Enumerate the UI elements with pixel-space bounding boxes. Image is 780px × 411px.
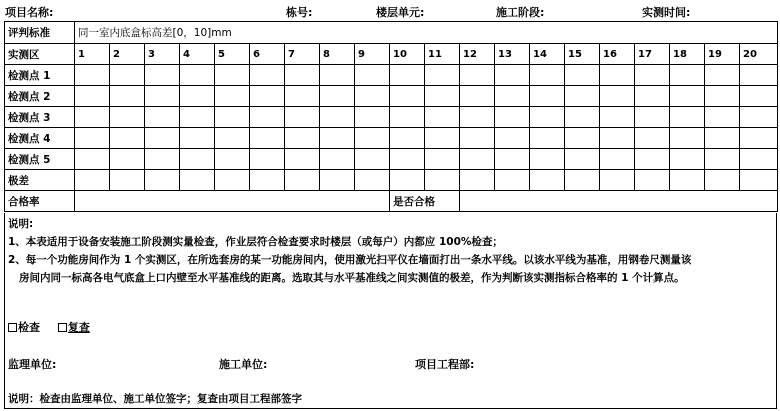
value-cell[interactable]: [530, 65, 565, 86]
building-label: 栋号:: [286, 6, 313, 19]
value-cell[interactable]: [250, 128, 285, 149]
point-label: 检测点 2: [5, 86, 75, 107]
pass-rate-label: 合格率: [5, 191, 75, 212]
value-cell[interactable]: [705, 149, 740, 170]
value-cell[interactable]: [110, 170, 145, 191]
value-cell[interactable]: [460, 65, 495, 86]
value-cell[interactable]: [250, 170, 285, 191]
value-cell[interactable]: [355, 170, 390, 191]
point-label: 检测点 5: [5, 149, 75, 170]
value-cell[interactable]: [530, 149, 565, 170]
value-cell[interactable]: [635, 170, 670, 191]
recheck-label: 复查: [67, 321, 90, 334]
value-cell[interactable]: [495, 170, 530, 191]
date-label: 实测时间:: [642, 6, 691, 19]
value-cell[interactable]: [110, 65, 145, 86]
value-cell[interactable]: [740, 86, 778, 107]
value-cell[interactable]: [635, 65, 670, 86]
range-row: [5, 170, 778, 191]
point-row: [5, 128, 778, 149]
value-cell[interactable]: [390, 86, 425, 107]
zone-number: 6: [250, 44, 285, 65]
value-cell[interactable]: [75, 170, 110, 191]
value-cell[interactable]: [460, 107, 495, 128]
value-cell[interactable]: [75, 107, 110, 128]
value-cell[interactable]: [705, 107, 740, 128]
value-cell[interactable]: [565, 107, 600, 128]
value-cell[interactable]: [530, 170, 565, 191]
value-cell[interactable]: [495, 149, 530, 170]
value-cell[interactable]: [600, 107, 635, 128]
value-cell[interactable]: [320, 149, 355, 170]
pass-rate-row: [5, 191, 778, 212]
value-cell[interactable]: [320, 107, 355, 128]
zone-number: 13: [495, 44, 530, 65]
zone-row: [5, 44, 778, 65]
zone-number: 18: [670, 44, 705, 65]
zone-number: 14: [530, 44, 565, 65]
value-cell[interactable]: [635, 86, 670, 107]
value-cell[interactable]: [215, 149, 250, 170]
value-cell[interactable]: [390, 149, 425, 170]
value-cell[interactable]: [390, 107, 425, 128]
value-cell[interactable]: [530, 107, 565, 128]
zone-number: 1: [75, 44, 110, 65]
engineer-label: 项目工程部:: [415, 358, 475, 371]
value-cell[interactable]: [495, 86, 530, 107]
value-cell[interactable]: [75, 128, 110, 149]
value-cell[interactable]: [285, 128, 320, 149]
checkbox-icon[interactable]: [8, 323, 17, 332]
value-cell[interactable]: [145, 170, 180, 191]
checkbox-icon[interactable]: [58, 323, 67, 332]
recheck-option[interactable]: [58, 321, 90, 334]
point-label: 检测点 4: [5, 128, 75, 149]
zone-number: 5: [215, 44, 250, 65]
value-cell[interactable]: [390, 170, 425, 191]
zone-number: 10: [390, 44, 425, 65]
point-row: [5, 149, 778, 170]
standard-row: [5, 22, 778, 44]
value-cell[interactable]: [110, 128, 145, 149]
value-cell[interactable]: [425, 128, 460, 149]
value-cell[interactable]: [355, 149, 390, 170]
point-row: [5, 65, 778, 86]
value-cell[interactable]: [495, 65, 530, 86]
zone-number: 3: [145, 44, 180, 65]
standard-label: 评判标准: [5, 22, 75, 44]
value-cell[interactable]: [705, 86, 740, 107]
value-cell[interactable]: [320, 170, 355, 191]
value-cell[interactable]: [110, 86, 145, 107]
zone-number: 11: [425, 44, 460, 65]
value-cell[interactable]: [495, 128, 530, 149]
check-options: [8, 319, 104, 335]
point-label: 检测点 1: [5, 65, 75, 86]
value-cell[interactable]: [180, 170, 215, 191]
zone-number: 2: [110, 44, 145, 65]
value-cell[interactable]: [180, 86, 215, 107]
value-cell[interactable]: [460, 86, 495, 107]
notes-title: 说明:: [8, 218, 34, 230]
zone-number: 8: [320, 44, 355, 65]
value-cell[interactable]: [320, 128, 355, 149]
contractor-label: 施工单位:: [219, 358, 268, 371]
zone-number: 15: [565, 44, 600, 65]
floor-unit-label: 楼层单元:: [376, 6, 425, 19]
value-cell[interactable]: [215, 107, 250, 128]
value-cell[interactable]: [670, 107, 705, 128]
value-cell[interactable]: [530, 86, 565, 107]
point-label: 检测点 3: [5, 107, 75, 128]
value-cell[interactable]: [215, 128, 250, 149]
value-cell[interactable]: [495, 107, 530, 128]
value-cell[interactable]: [600, 149, 635, 170]
value-cell[interactable]: [145, 128, 180, 149]
value-cell[interactable]: [180, 128, 215, 149]
value-cell[interactable]: [250, 65, 285, 86]
value-cell[interactable]: [75, 149, 110, 170]
value-cell[interactable]: [425, 149, 460, 170]
phase-label: 施工阶段:: [496, 6, 545, 19]
value-cell[interactable]: [285, 170, 320, 191]
zone-number: 16: [600, 44, 635, 65]
zone-number: 12: [460, 44, 495, 65]
value-cell[interactable]: [320, 86, 355, 107]
check-label: 检查: [18, 321, 40, 334]
value-cell[interactable]: [110, 107, 145, 128]
zone-number: 20: [740, 44, 778, 65]
value-cell[interactable]: [425, 170, 460, 191]
value-cell[interactable]: [670, 170, 705, 191]
value-cell[interactable]: [355, 128, 390, 149]
value-cell[interactable]: [180, 65, 215, 86]
value-cell[interactable]: [110, 149, 145, 170]
zone-number: 4: [180, 44, 215, 65]
value-cell[interactable]: [180, 149, 215, 170]
value-cell[interactable]: [565, 170, 600, 191]
project-name-label: 项目名称:: [5, 6, 54, 19]
footer-note: 说明：检查由监理单位、施工单位签字；复查由项目工程部签字: [8, 393, 302, 405]
value-cell[interactable]: [215, 170, 250, 191]
value-cell[interactable]: [705, 128, 740, 149]
value-cell[interactable]: [390, 128, 425, 149]
zone-number: 7: [285, 44, 320, 65]
value-cell[interactable]: [285, 65, 320, 86]
zone-number: 9: [355, 44, 390, 65]
value-cell[interactable]: [530, 128, 565, 149]
value-cell[interactable]: [355, 107, 390, 128]
value-cell[interactable]: [425, 86, 460, 107]
value-cell[interactable]: [250, 149, 285, 170]
measurement-table: [4, 21, 778, 212]
range-label: 极差: [5, 170, 75, 191]
value-cell[interactable]: [705, 170, 740, 191]
pass-rate-value[interactable]: [75, 191, 390, 212]
value-cell[interactable]: [145, 65, 180, 86]
value-cell[interactable]: [250, 86, 285, 107]
value-cell[interactable]: [425, 107, 460, 128]
note-line-2: 2、每一个功能房间作为 1 个实测区，在所选套房的某一功能房间内，使用激光扫平仪在墙面打出一条水平线。以该水平线为基准，用钢卷尺测量该: [8, 254, 692, 266]
value-cell[interactable]: [285, 86, 320, 107]
zone-number: 19: [705, 44, 740, 65]
form-header: [0, 4, 780, 20]
value-cell[interactable]: [600, 128, 635, 149]
value-cell[interactable]: [635, 149, 670, 170]
value-cell[interactable]: [145, 149, 180, 170]
value-cell[interactable]: [705, 65, 740, 86]
value-cell[interactable]: [635, 107, 670, 128]
value-cell[interactable]: [215, 86, 250, 107]
value-cell[interactable]: [250, 107, 285, 128]
value-cell[interactable]: [215, 65, 250, 86]
value-cell[interactable]: [75, 86, 110, 107]
value-cell[interactable]: [670, 149, 705, 170]
zone-number: 17: [635, 44, 670, 65]
value-cell[interactable]: [635, 128, 670, 149]
notes-section: [4, 213, 777, 409]
value-cell[interactable]: [740, 107, 778, 128]
point-row: [5, 107, 778, 128]
note-line-3: 房间内同一标高各电气底盒上口内壁至水平基准线的距离。选取其与水平基准线之间实测值的极差，作为判断该实测指标合格率的 1 个计算点。: [19, 272, 685, 284]
value-cell[interactable]: [600, 86, 635, 107]
value-cell[interactable]: [285, 107, 320, 128]
value-cell[interactable]: [740, 128, 778, 149]
zone-label: 实测区: [5, 44, 75, 65]
value-cell[interactable]: [740, 149, 778, 170]
is-pass-label: 是否合格: [390, 191, 460, 212]
value-cell[interactable]: [565, 65, 600, 86]
value-cell[interactable]: [460, 128, 495, 149]
check-option[interactable]: [8, 321, 40, 334]
value-cell[interactable]: [355, 86, 390, 107]
value-cell[interactable]: [740, 65, 778, 86]
value-cell[interactable]: [565, 149, 600, 170]
value-cell[interactable]: [355, 65, 390, 86]
value-cell[interactable]: [180, 107, 215, 128]
value-cell[interactable]: [390, 65, 425, 86]
value-cell[interactable]: [670, 86, 705, 107]
value-cell[interactable]: [145, 86, 180, 107]
note-line-1: 1、本表适用于设备安装施工阶段测实量检查，作业层符合检查要求时楼层（或每户）内都应 100%检查；: [8, 236, 503, 248]
value-cell[interactable]: [75, 65, 110, 86]
value-cell[interactable]: [670, 128, 705, 149]
value-cell[interactable]: [670, 65, 705, 86]
standard-value: 同一室内底盒标高差[0，10]mm: [75, 22, 778, 44]
point-row: [5, 86, 778, 107]
value-cell[interactable]: [425, 65, 460, 86]
value-cell[interactable]: [285, 149, 320, 170]
is-pass-value[interactable]: [460, 191, 778, 212]
value-cell[interactable]: [565, 86, 600, 107]
supervisor-label: 监理单位:: [8, 358, 57, 371]
value-cell[interactable]: [600, 170, 635, 191]
value-cell[interactable]: [740, 170, 778, 191]
value-cell[interactable]: [565, 128, 600, 149]
value-cell[interactable]: [460, 149, 495, 170]
value-cell[interactable]: [145, 107, 180, 128]
value-cell[interactable]: [460, 170, 495, 191]
value-cell[interactable]: [600, 65, 635, 86]
value-cell[interactable]: [320, 65, 355, 86]
